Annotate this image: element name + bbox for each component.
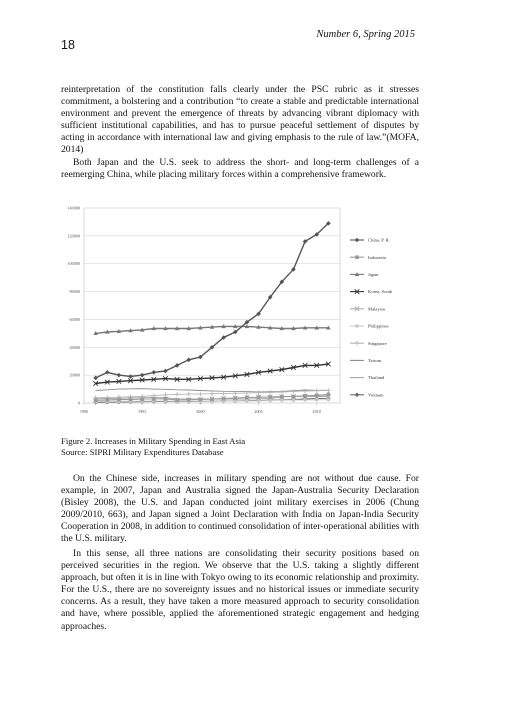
data-point-china-p-r — [117, 373, 122, 378]
legend-label-japan: Japan — [368, 272, 379, 277]
data-point-indonesia — [199, 398, 203, 402]
data-point-china-p-r — [140, 373, 145, 378]
legend-label-korea-south: Korea, South — [368, 289, 393, 295]
legend-label-malaysia: Malaysia — [368, 306, 385, 312]
y-tick-label: 40000 — [69, 344, 80, 350]
data-point-singapore — [303, 389, 308, 394]
page-number: 18 — [61, 38, 75, 52]
data-point-china-p-r — [186, 358, 191, 363]
data-point-indonesia — [303, 394, 307, 398]
data-point-singapore — [268, 390, 273, 395]
data-point-singapore — [221, 391, 226, 396]
legend-marker-china-p-r — [355, 238, 360, 243]
x-tick-label: 2005 — [254, 409, 263, 414]
line-chart-svg — [58, 198, 420, 426]
data-point-singapore — [256, 390, 261, 395]
data-point-singapore — [198, 392, 203, 397]
data-point-indonesia — [105, 398, 109, 402]
data-point-china-p-r — [163, 369, 168, 374]
data-point-china-p-r — [93, 376, 98, 381]
x-tick-label: 2010 — [312, 409, 321, 414]
data-point-singapore — [291, 389, 296, 394]
data-point-indonesia — [315, 393, 319, 397]
legend-marker-singapore — [355, 341, 360, 346]
journal-issue: Number 6, Spring 2015 — [316, 29, 415, 40]
data-point-singapore — [163, 392, 168, 397]
y-tick-label: 100000 — [67, 261, 80, 267]
x-tick-label: 1995 — [137, 409, 147, 414]
data-point-indonesia — [292, 395, 296, 399]
data-point-indonesia — [117, 398, 121, 402]
data-point-indonesia — [140, 397, 144, 401]
data-point-indonesia — [152, 397, 156, 401]
data-point-china-p-r — [105, 370, 110, 375]
data-point-indonesia — [210, 397, 214, 401]
data-point-philippines — [280, 398, 284, 402]
y-tick-label: 140000 — [67, 205, 80, 211]
military-spending-chart — [58, 198, 420, 426]
legend-marker-vietnam — [355, 393, 360, 398]
data-point-singapore — [210, 391, 215, 396]
y-tick-label: 80000 — [69, 289, 80, 295]
legend-label-indonesia: Indonesia — [368, 254, 386, 260]
data-point-philippines — [303, 398, 307, 402]
data-point-singapore — [186, 392, 191, 397]
legend-label-vietnam: Vietnam — [368, 392, 384, 398]
paragraph-security-positions: In this sense, all three nations are consolidating their security positions based on perceived securities in the region. We observe that the U.S. taking a slightly different approach, but often it is in line with Tokyo owing to its economic relationship and proximity. For the U.S., there are no sovereignty issues and no historical issues or immediate security concerns. As a result, they have taken a more measured approach to security consolidation and have, where possible, applied the aforementioned strategic engagement and hedging approaches. — [61, 548, 419, 632]
data-point-indonesia — [280, 395, 284, 399]
data-point-indonesia — [327, 393, 331, 397]
data-point-china-p-r — [152, 370, 157, 375]
y-tick-label: 20000 — [69, 372, 80, 378]
figure-source: Source: SIPRI Military Expenditures Database — [61, 446, 224, 457]
data-point-philippines — [257, 399, 261, 403]
data-point-indonesia — [233, 396, 237, 400]
data-point-indonesia — [129, 398, 133, 402]
data-point-singapore — [326, 388, 331, 393]
series-line-china-p-r — [96, 223, 329, 378]
data-point-indonesia — [222, 397, 226, 401]
data-point-china-p-r — [175, 363, 180, 368]
data-point-indonesia — [257, 395, 261, 399]
legend-label-taiwan: Taiwan — [368, 358, 382, 363]
data-point-philippines — [268, 399, 272, 403]
y-tick-label: 60000 — [69, 316, 80, 322]
paragraph-chinese-side: On the Chinese side, increases in military spending are not without due cause. For example, in 2007, Japan and Australia signed the Japan-Australia Security Declaration (Bisley 2008), the U.S. and Japan conducted joint military exercises in 2006 (Chung 2009/2010, 663), and Japan signed a Joint Declaration with India on Japan-India Security Cooperation in 2008, in addition to continued consolidation of inter-operational abilities with the U.S. military. — [61, 473, 419, 545]
plot-frame — [84, 208, 340, 403]
data-point-philippines — [292, 398, 296, 402]
x-tick-label: 1990 — [79, 409, 89, 414]
data-point-indonesia — [245, 396, 249, 400]
data-point-indonesia — [187, 398, 191, 402]
data-point-indonesia — [175, 398, 179, 402]
legend-label-singapore: Singapore — [368, 340, 387, 346]
legend-marker-philippines — [355, 324, 359, 328]
y-tick-label: 120000 — [67, 233, 80, 239]
data-point-indonesia — [94, 398, 98, 402]
data-point-singapore — [314, 388, 319, 393]
x-tick-label: 2000 — [196, 409, 205, 414]
paragraph-japan-us: Both Japan and the U.S. seek to address the short- and long-term challenges of a reemerging China, while placing military forces within a comprehensive framework. — [61, 157, 419, 181]
legend-label-china-p-r: China, P. R. — [368, 237, 390, 243]
paragraph-constitution: reinterpretation of the constitution falls clearly under the PSC rubric as it stresses commitment, a bolstering and a contribution “to create a stable and predictable international environment and prevent the emergence of threats by advancing vibrant diplomacy with sufficient institutional capabilities, and has to pursue peaceful settlement of disputes by acting in accordance with international law and giving emphasis to the rule of law.”(MOFA, 2014) — [61, 84, 419, 156]
y-tick-label: 0 — [77, 400, 80, 406]
data-point-philippines — [245, 399, 249, 403]
legend-label-philippines: Philippines — [368, 323, 389, 329]
data-point-indonesia — [268, 395, 272, 399]
data-point-singapore — [280, 390, 285, 395]
legend-marker-indonesia — [355, 255, 359, 259]
figure-caption-block — [61, 436, 245, 457]
legend-label-thailand: Thailand — [368, 375, 385, 381]
data-point-indonesia — [164, 397, 168, 401]
data-point-singapore — [175, 392, 180, 397]
figure-caption: Figure 2. Increases in Military Spending in East Asia — [61, 436, 246, 446]
